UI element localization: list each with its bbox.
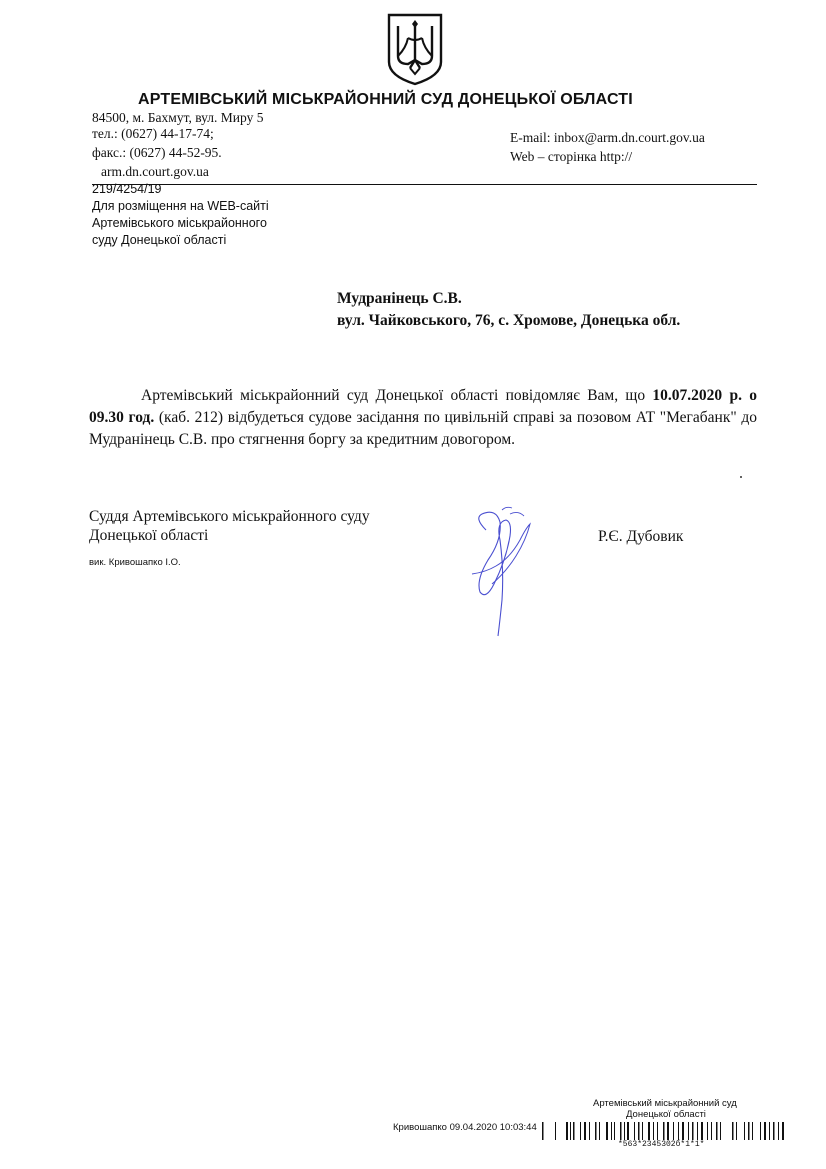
notice-text-after: (каб. 212) відбудеться судове засідання по цивільній справі за позовом АТ "Мегабанк" до Мудранінець С.В. про стягнення боргу за кредитним довогором. [89, 409, 757, 448]
case-number: 219/4254/19 [92, 182, 162, 196]
judge-name: Р.Є. Дубовик [598, 528, 684, 545]
judge-position-line-2: Донецької області [89, 527, 209, 544]
court-email: E-mail: inbox@arm.dn.court.gov.ua [510, 130, 705, 145]
recipient-name: Мудранінець С.В. [337, 290, 462, 307]
court-website: arm.dn.court.gov.ua [101, 164, 209, 179]
court-title: АРТЕМІВСЬКИЙ МІСЬКРАЙОННИЙ СУД ДОНЕЦЬКОЇ ОБЛАСТІ [138, 91, 633, 108]
registration-barcode [542, 1122, 787, 1140]
recipient-address: вул. Чайковського, 76, с. Хромове, Донецька обл. [337, 312, 681, 329]
executor-note: вик. Кривошапко І.О. [89, 557, 181, 568]
judge-position-line-1: Суддя Артемівського міськрайонного суду [89, 508, 370, 525]
stamp-org-line-1: Артемівський міськрайонний суд [593, 1098, 737, 1109]
scan-speck [740, 476, 742, 478]
court-fax: факс.: (0627) 44-52-95. [92, 145, 222, 160]
court-webpage: Web – сторінка http:// [510, 149, 633, 164]
barcode-number: *563*2345302б*1*1* [618, 1140, 705, 1149]
header-divider [92, 184, 757, 185]
court-address: 84500, м. Бахмут, вул. Миру 5 [92, 110, 264, 125]
notice-text-before: Артемівський міськрайонний суд Донецької області повідомляє Вам, що [141, 387, 653, 404]
stamp-org-line-2: Донецької області [626, 1109, 706, 1120]
notice-body [89, 385, 757, 451]
reference-line-2: Артемівського міськрайонного [92, 216, 267, 230]
court-phone: тел.: (0627) 44-17-74; [92, 126, 214, 141]
reference-line-3: суду Донецької області [92, 233, 227, 247]
coat-of-arms-icon [386, 12, 444, 86]
hearing-datetime: 10.07.2020 р. о 09.30 год. [89, 387, 758, 426]
stamp-author-timestamp: Кривошапко 09.04.2020 10:03:44 [393, 1122, 537, 1133]
reference-line-1: Для розміщення на WEB-сайті [92, 199, 269, 213]
handwritten-signature [466, 500, 538, 638]
